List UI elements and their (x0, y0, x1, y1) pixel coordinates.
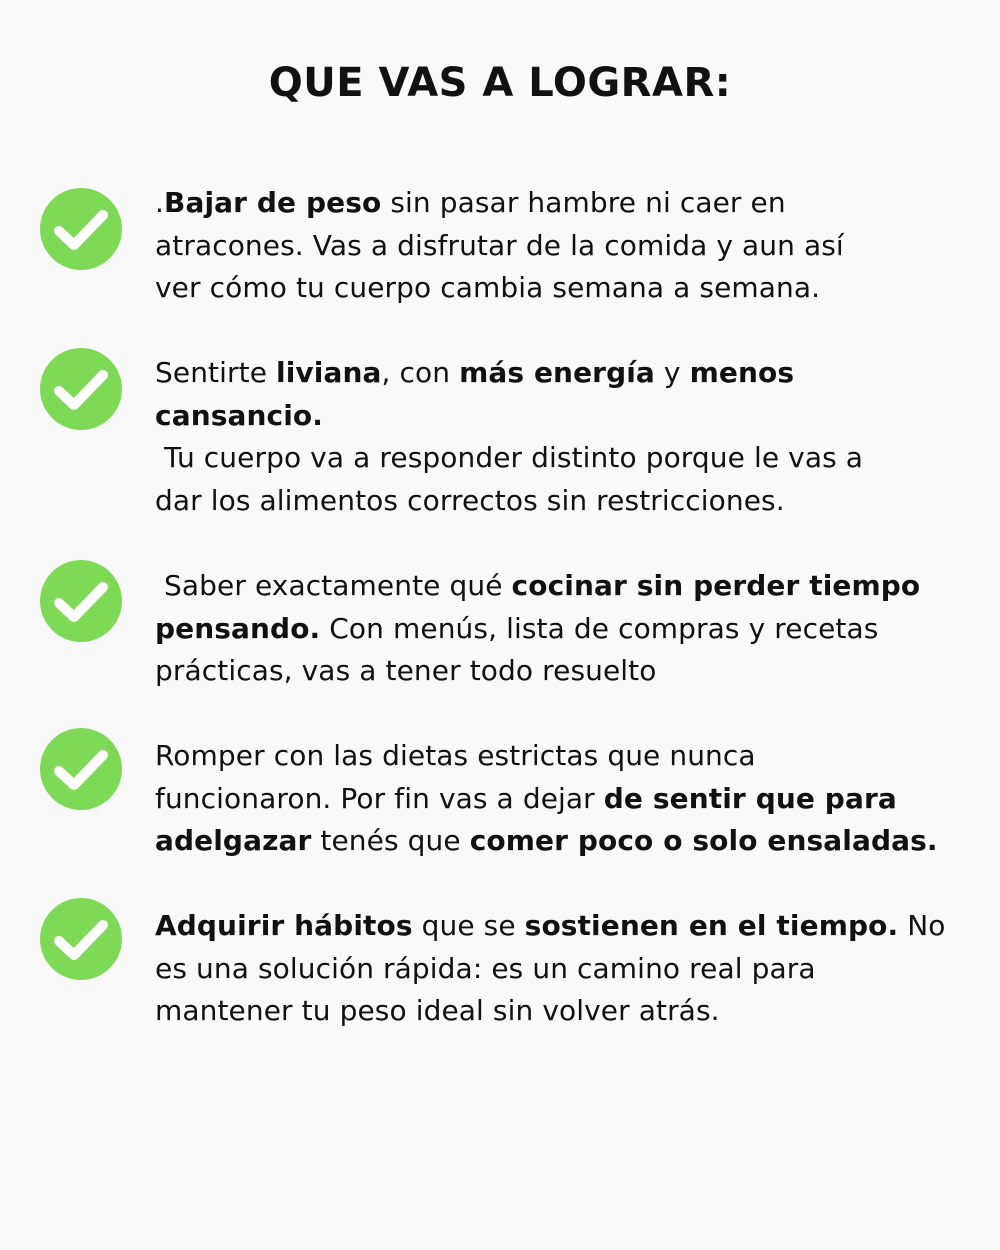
check-circle-icon (40, 898, 122, 980)
body-text: y (654, 356, 690, 389)
body-text: Tu cuerpo va a responder distinto porque le vas a (155, 441, 864, 474)
emphasis-text: comer poco o solo ensaladas. (469, 824, 938, 857)
emphasis-text: sostienen en el tiempo. (524, 909, 899, 942)
check-circle-icon (40, 728, 122, 810)
benefit-text (155, 352, 985, 522)
emphasis-text: de sentir que para (603, 781, 897, 815)
check-circle-icon (40, 348, 122, 430)
benefit-line (155, 735, 985, 778)
body-text: ver cómo tu cuerpo cambia semana a semana. (155, 271, 821, 304)
benefit-text (155, 182, 985, 310)
body-text: que se (412, 909, 525, 942)
body-text: dar los alimentos correctos sin restricciones. (155, 483, 785, 517)
body-text: , con (381, 356, 460, 389)
emphasis-text: menos (689, 356, 795, 389)
benefit-line (155, 267, 985, 310)
check-circle-icon (40, 188, 122, 270)
body-text: es una solución rápida: es un camino real para (155, 951, 816, 985)
benefit-line (155, 650, 985, 693)
emphasis-text: pensando. (155, 611, 321, 645)
body-text: . (155, 186, 165, 219)
body-text: mantener tu peso ideal sin volver atrás. (155, 994, 720, 1027)
body-text: atracones. Vas a disfrutar de la comida y aun así (155, 228, 844, 262)
benefit-line (155, 948, 985, 991)
body-text: funcionaron. Por fin vas a dejar (155, 781, 604, 815)
emphasis-text: cansancio. (155, 398, 323, 432)
emphasis-text: liviana (276, 356, 382, 389)
benefit-line (155, 480, 985, 523)
benefit-line (155, 565, 985, 608)
benefit-text (155, 565, 985, 693)
benefit-line (155, 182, 985, 225)
body-text: Sentirte (155, 356, 277, 389)
benefit-line (155, 352, 985, 395)
benefit-line (155, 225, 985, 268)
emphasis-text: Bajar de peso (164, 186, 382, 219)
body-text: sin pasar hambre ni caer en (381, 186, 786, 219)
emphasis-text: adelgazar (155, 824, 312, 857)
emphasis-text: cocinar sin perder tiempo (511, 569, 921, 602)
body-text: prácticas, vas a tener todo resuelto (155, 654, 657, 687)
check-circle-icon (40, 560, 122, 642)
benefit-line (155, 778, 985, 821)
body-text: No (898, 909, 946, 942)
benefit-line (155, 905, 985, 948)
benefit-line (155, 608, 985, 651)
benefit-line (155, 990, 985, 1033)
benefit-line (155, 437, 985, 480)
emphasis-text: Adquirir hábitos (155, 909, 413, 942)
body-text: Romper con las dietas estrictas que nunca (155, 739, 756, 772)
emphasis-text: más energía (459, 356, 655, 389)
benefit-text (155, 735, 985, 863)
benefit-text (155, 905, 985, 1033)
body-text: Saber exactamente qué (155, 569, 512, 602)
body-text: Con menús, lista de compras y recetas (320, 611, 879, 645)
body-text: tenés que (311, 824, 470, 857)
benefit-line (155, 395, 985, 438)
page-title: QUE VAS A LOGRAR: (268, 60, 732, 106)
benefit-line (155, 820, 985, 863)
